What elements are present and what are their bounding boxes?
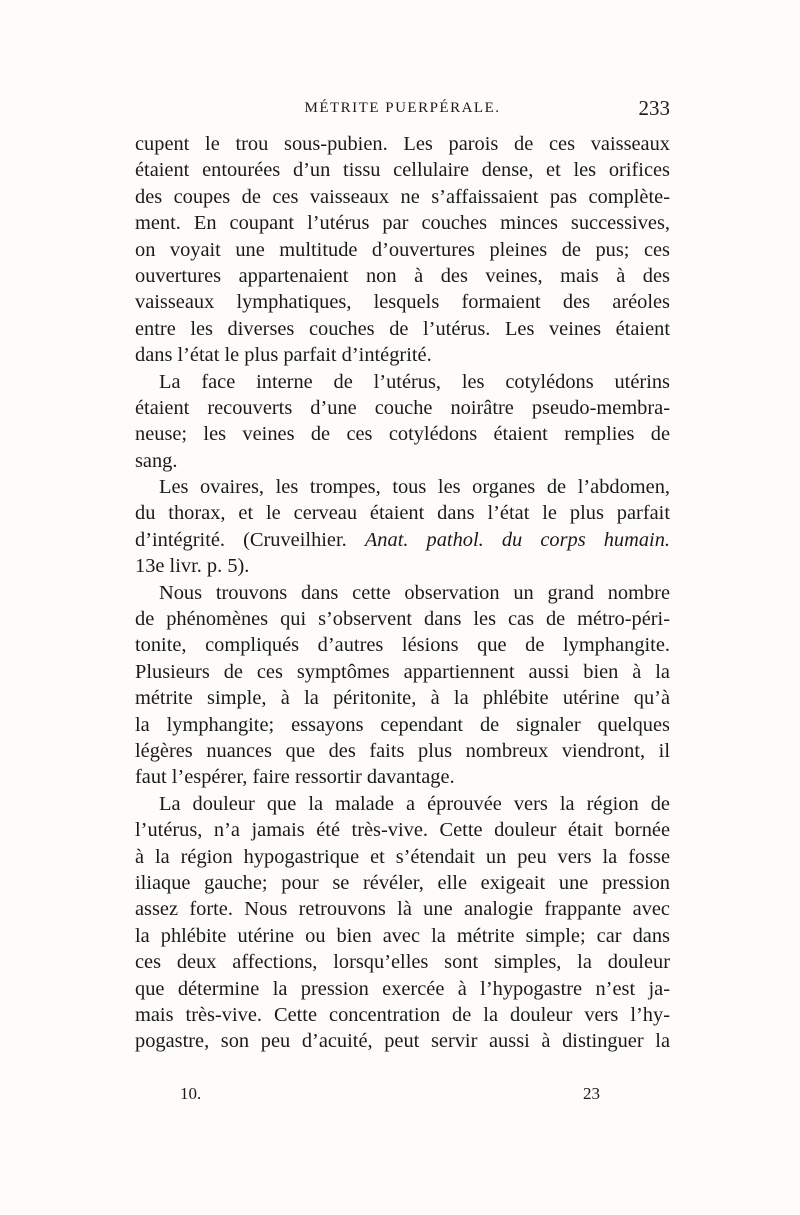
signature-mark: 10.: [180, 1084, 202, 1103]
text-line: ces deux affections, lorsqu’elles sont simples, la douleur: [135, 951, 670, 974]
text-line: dans l’état le plus parfait d’intégrité.: [135, 344, 432, 367]
text-line: iliaque gauche; pour se révéler, elle exigeait une pression: [135, 871, 670, 894]
text-line: cupent le trou sous-pubien. Les parois de ces vaisseaux: [135, 133, 670, 155]
text-line: la lymphangite; essayons cependant de signaler quelques: [135, 713, 670, 736]
text-line: sang.: [135, 449, 178, 472]
text-line: l’utérus, n’a jamais été très-vive. Cette douleur était bornée: [135, 819, 670, 842]
text-line: métrite simple, à la péritonite, à la phlébite utérine qu’à: [135, 687, 670, 710]
text-line: mais très-vive. Cette concentration de la douleur vers l’hy-: [135, 1003, 670, 1026]
citation-line: [135, 527, 670, 553]
page-footer: [180, 1084, 600, 1108]
text-line: la phlébite utérine ou bien avec la métrite simple; car dans: [135, 924, 670, 947]
text-line: entre les diverses couches de l’utérus. Les veines étaient: [135, 317, 670, 340]
body-text: [135, 131, 670, 1055]
running-head: [135, 96, 670, 120]
text-line: Plusieurs de ces symptômes appartiennent aussi bien à la: [135, 660, 670, 683]
text-line: neuse; les veines de ces cotylédons étaient remplies de: [135, 423, 670, 446]
text-line: tonite, compliqués d’autres lésions que de lymphangite.: [135, 634, 670, 657]
text-line: vaisseaux lymphatiques, lesquels formaient des aréoles: [135, 291, 670, 314]
text-line: des coupes de ces vaisseaux ne s’affaissaient pas complète-: [135, 185, 670, 208]
text-line: à la région hypogastrique et s’étendait un peu vers la fosse: [135, 845, 670, 868]
text-line: pogastre, son peu d’acuité, peut servir aussi à distinguer la: [135, 1030, 670, 1053]
text-line: que détermine la pression exercée à l’hypogastre n’est ja-: [135, 977, 670, 1000]
page-number: 233: [638, 96, 670, 120]
running-title: MÉTRITE PUERPÉRALE.: [304, 100, 501, 116]
text-line: ment. En coupant l’utérus par couches minces successives,: [135, 212, 670, 235]
citation-title: Anat. pathol. du corps humain.: [364, 528, 670, 551]
text-line: du thorax, et le cerveau étaient dans l’état le plus parfait: [135, 502, 670, 525]
paragraph-start: La face interne de l’utérus, les cotylédons utérins: [159, 370, 670, 393]
paragraph-start: La douleur que la malade a éprouvée vers la région de: [159, 792, 670, 815]
citation-text: d’intégrité. (Cruveilhier.: [135, 528, 365, 551]
text-line: on voyait une multitude d’ouvertures pleines de pus; ces: [135, 238, 670, 261]
text-line: étaient recouverts d’une couche noirâtre pseudo-membra-: [135, 396, 670, 419]
text-line: faut l’espérer, faire ressortir davantage.: [135, 766, 455, 789]
paragraph-start: Les ovaires, les trompes, tous les organes de l’abdomen,: [159, 476, 670, 499]
text-line: 13e livr. p. 5).: [135, 555, 250, 578]
sheet-number: 23: [583, 1084, 600, 1103]
text-line: de phénomènes qui s’observent dans les cas de métro-péri-: [135, 608, 670, 631]
text-line: assez forte. Nous retrouvons là une analogie frappante avec: [135, 898, 670, 921]
text-line: légères nuances que des faits plus nombreux viendront, il: [135, 739, 670, 762]
text-line: étaient entourées d’un tissu cellulaire dense, et les orifices: [135, 159, 670, 182]
text-line: ouvertures appartenaient non à des veines, mais à des: [135, 264, 670, 287]
paragraph-start: Nous trouvons dans cette observation un grand nombre: [159, 581, 670, 604]
